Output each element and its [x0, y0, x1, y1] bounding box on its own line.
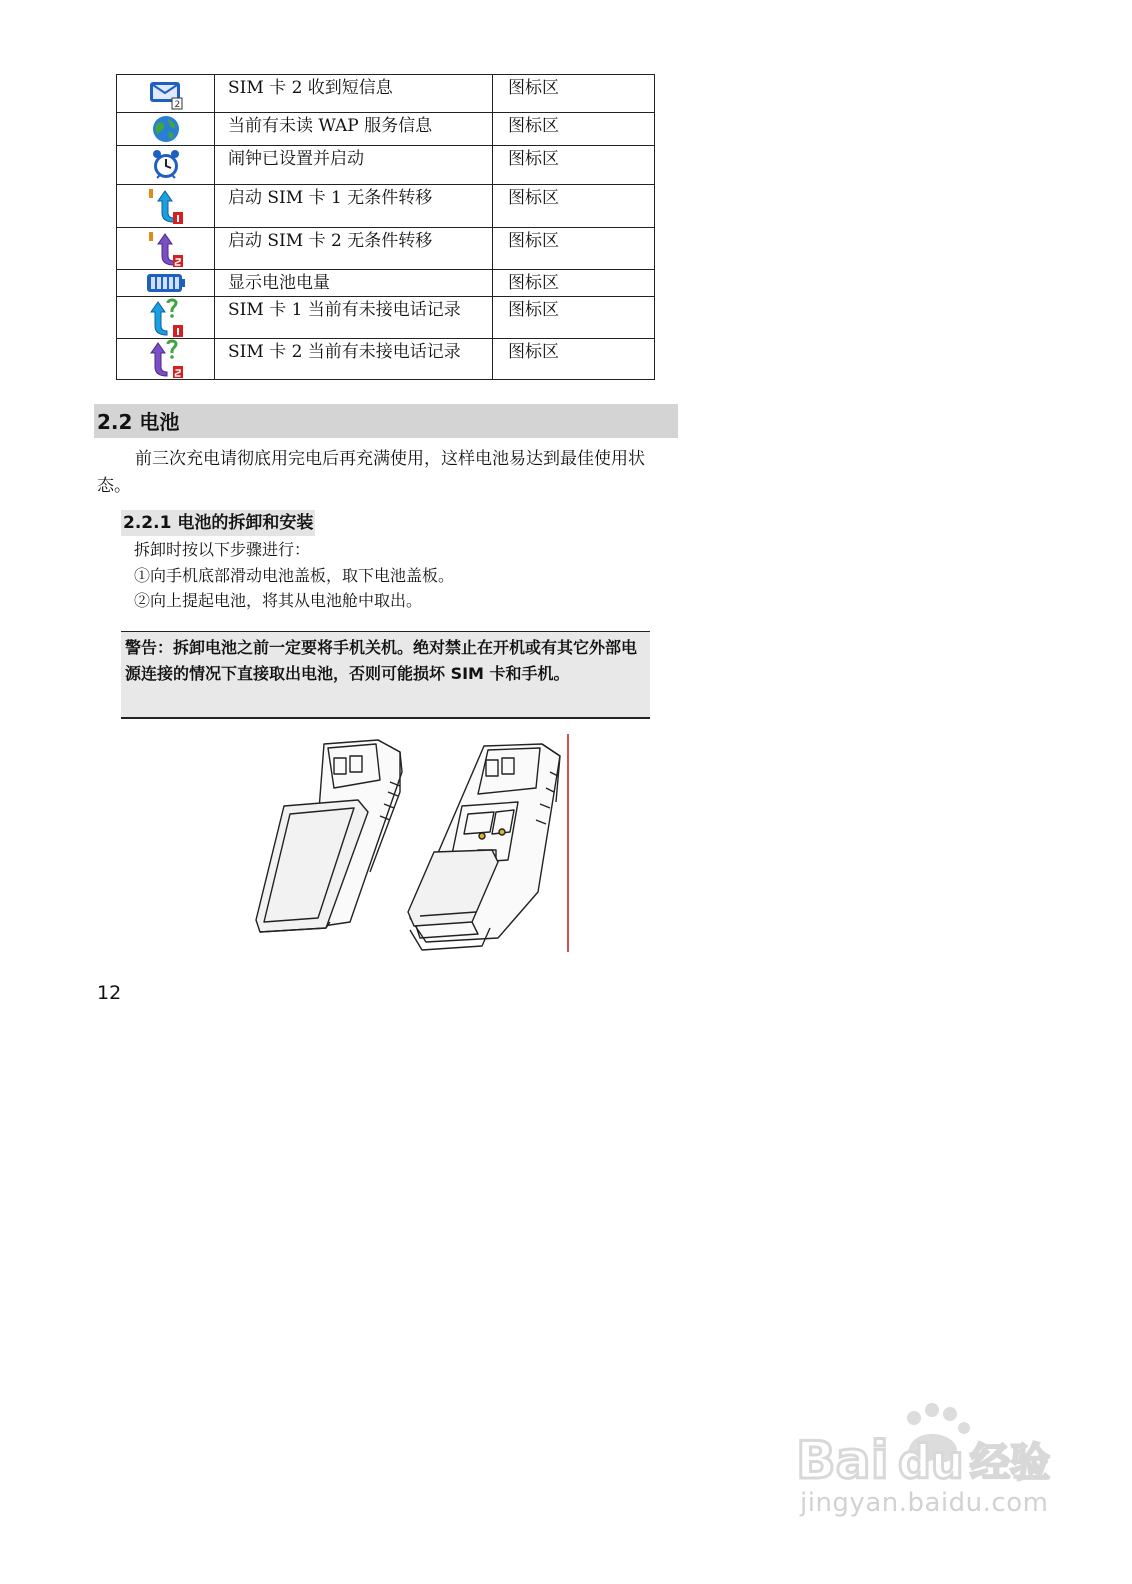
sim2-divert-icon [148, 230, 184, 268]
step-1: ①向手机底部滑动电池盖板，取下电池盖板。 [134, 566, 455, 585]
steps-intro: 拆卸时按以下步骤进行： [134, 540, 311, 559]
section-heading: 2.2 电池 [97, 410, 180, 434]
icon-cell [117, 297, 215, 339]
table-row [117, 75, 655, 113]
table-cell: 图标区 [493, 228, 655, 270]
table-cell: 图标区 [493, 185, 655, 228]
warning-text: 警告：拆卸电池之前一定要将手机关机。绝对禁止在开机或有其它外部电源连接的情况下直接取出电池，否则可能损坏 SIM 卡和手机。 [125, 638, 638, 683]
icon-cell [117, 75, 215, 113]
table-row [117, 228, 655, 270]
table-cell: SIM 卡 1 当前有未接电话记录 [215, 297, 493, 339]
status-icon-table [116, 74, 655, 380]
svg-text:du: du [898, 1435, 964, 1489]
table-cell: 显示电池电量 [215, 270, 493, 297]
table-cell: 启动 SIM 卡 2 无条件转移 [215, 228, 493, 270]
table-cell: SIM 卡 2 收到短信息 [215, 75, 493, 113]
svg-text:Bai: Bai [796, 1431, 889, 1490]
svg-text:经验: 经验 [970, 1440, 1050, 1486]
table-row [117, 339, 655, 380]
table-cell: 图标区 [493, 270, 655, 297]
table-row [117, 270, 655, 297]
table-cell: 图标区 [493, 297, 655, 339]
table-row [117, 113, 655, 146]
sim1-divert-icon [148, 187, 184, 225]
table-cell: 图标区 [493, 146, 655, 185]
table-row [117, 146, 655, 185]
section-heading-bar [94, 404, 678, 438]
table-row [117, 297, 655, 339]
sim2-missed-call-icon [148, 339, 184, 379]
subsection-heading: 2.2.1 电池的拆卸和安装 [121, 510, 315, 536]
table-cell: 图标区 [493, 113, 655, 146]
icon-cell [117, 146, 215, 185]
page-number: 12 [97, 982, 122, 1004]
intro-paragraph: 前三次充电请彻底用完电后再充满使用，这样电池易达到最佳使用状态。 [97, 449, 645, 496]
warning-box [121, 631, 650, 719]
battery-removal-illustration [250, 732, 580, 954]
battery-icon [146, 272, 186, 294]
table-row [117, 185, 655, 228]
watermark-url: jingyan.baidu.com [800, 1488, 1049, 1518]
table-cell: 启动 SIM 卡 1 无条件转移 [215, 185, 493, 228]
svg-text:2: 2 [174, 99, 180, 110]
baidu-watermark-logo [792, 1400, 1062, 1490]
sim2-message-icon [148, 78, 184, 110]
icon-cell [117, 339, 215, 380]
icon-cell [117, 270, 215, 297]
wap-globe-icon [151, 114, 181, 144]
icon-cell [117, 113, 215, 146]
table-cell: 闹钟已设置并启动 [215, 146, 493, 185]
sim1-missed-call-icon [148, 298, 184, 338]
table-cell: 当前有未读 WAP 服务信息 [215, 113, 493, 146]
icon-cell [117, 185, 215, 228]
table-cell: 图标区 [493, 339, 655, 380]
step-2: ②向上提起电池，将其从电池舱中取出。 [134, 591, 423, 610]
table-cell: 图标区 [493, 75, 655, 113]
table-cell: SIM 卡 2 当前有未接电话记录 [215, 339, 493, 380]
alarm-clock-icon [151, 149, 181, 181]
icon-cell [117, 228, 215, 270]
